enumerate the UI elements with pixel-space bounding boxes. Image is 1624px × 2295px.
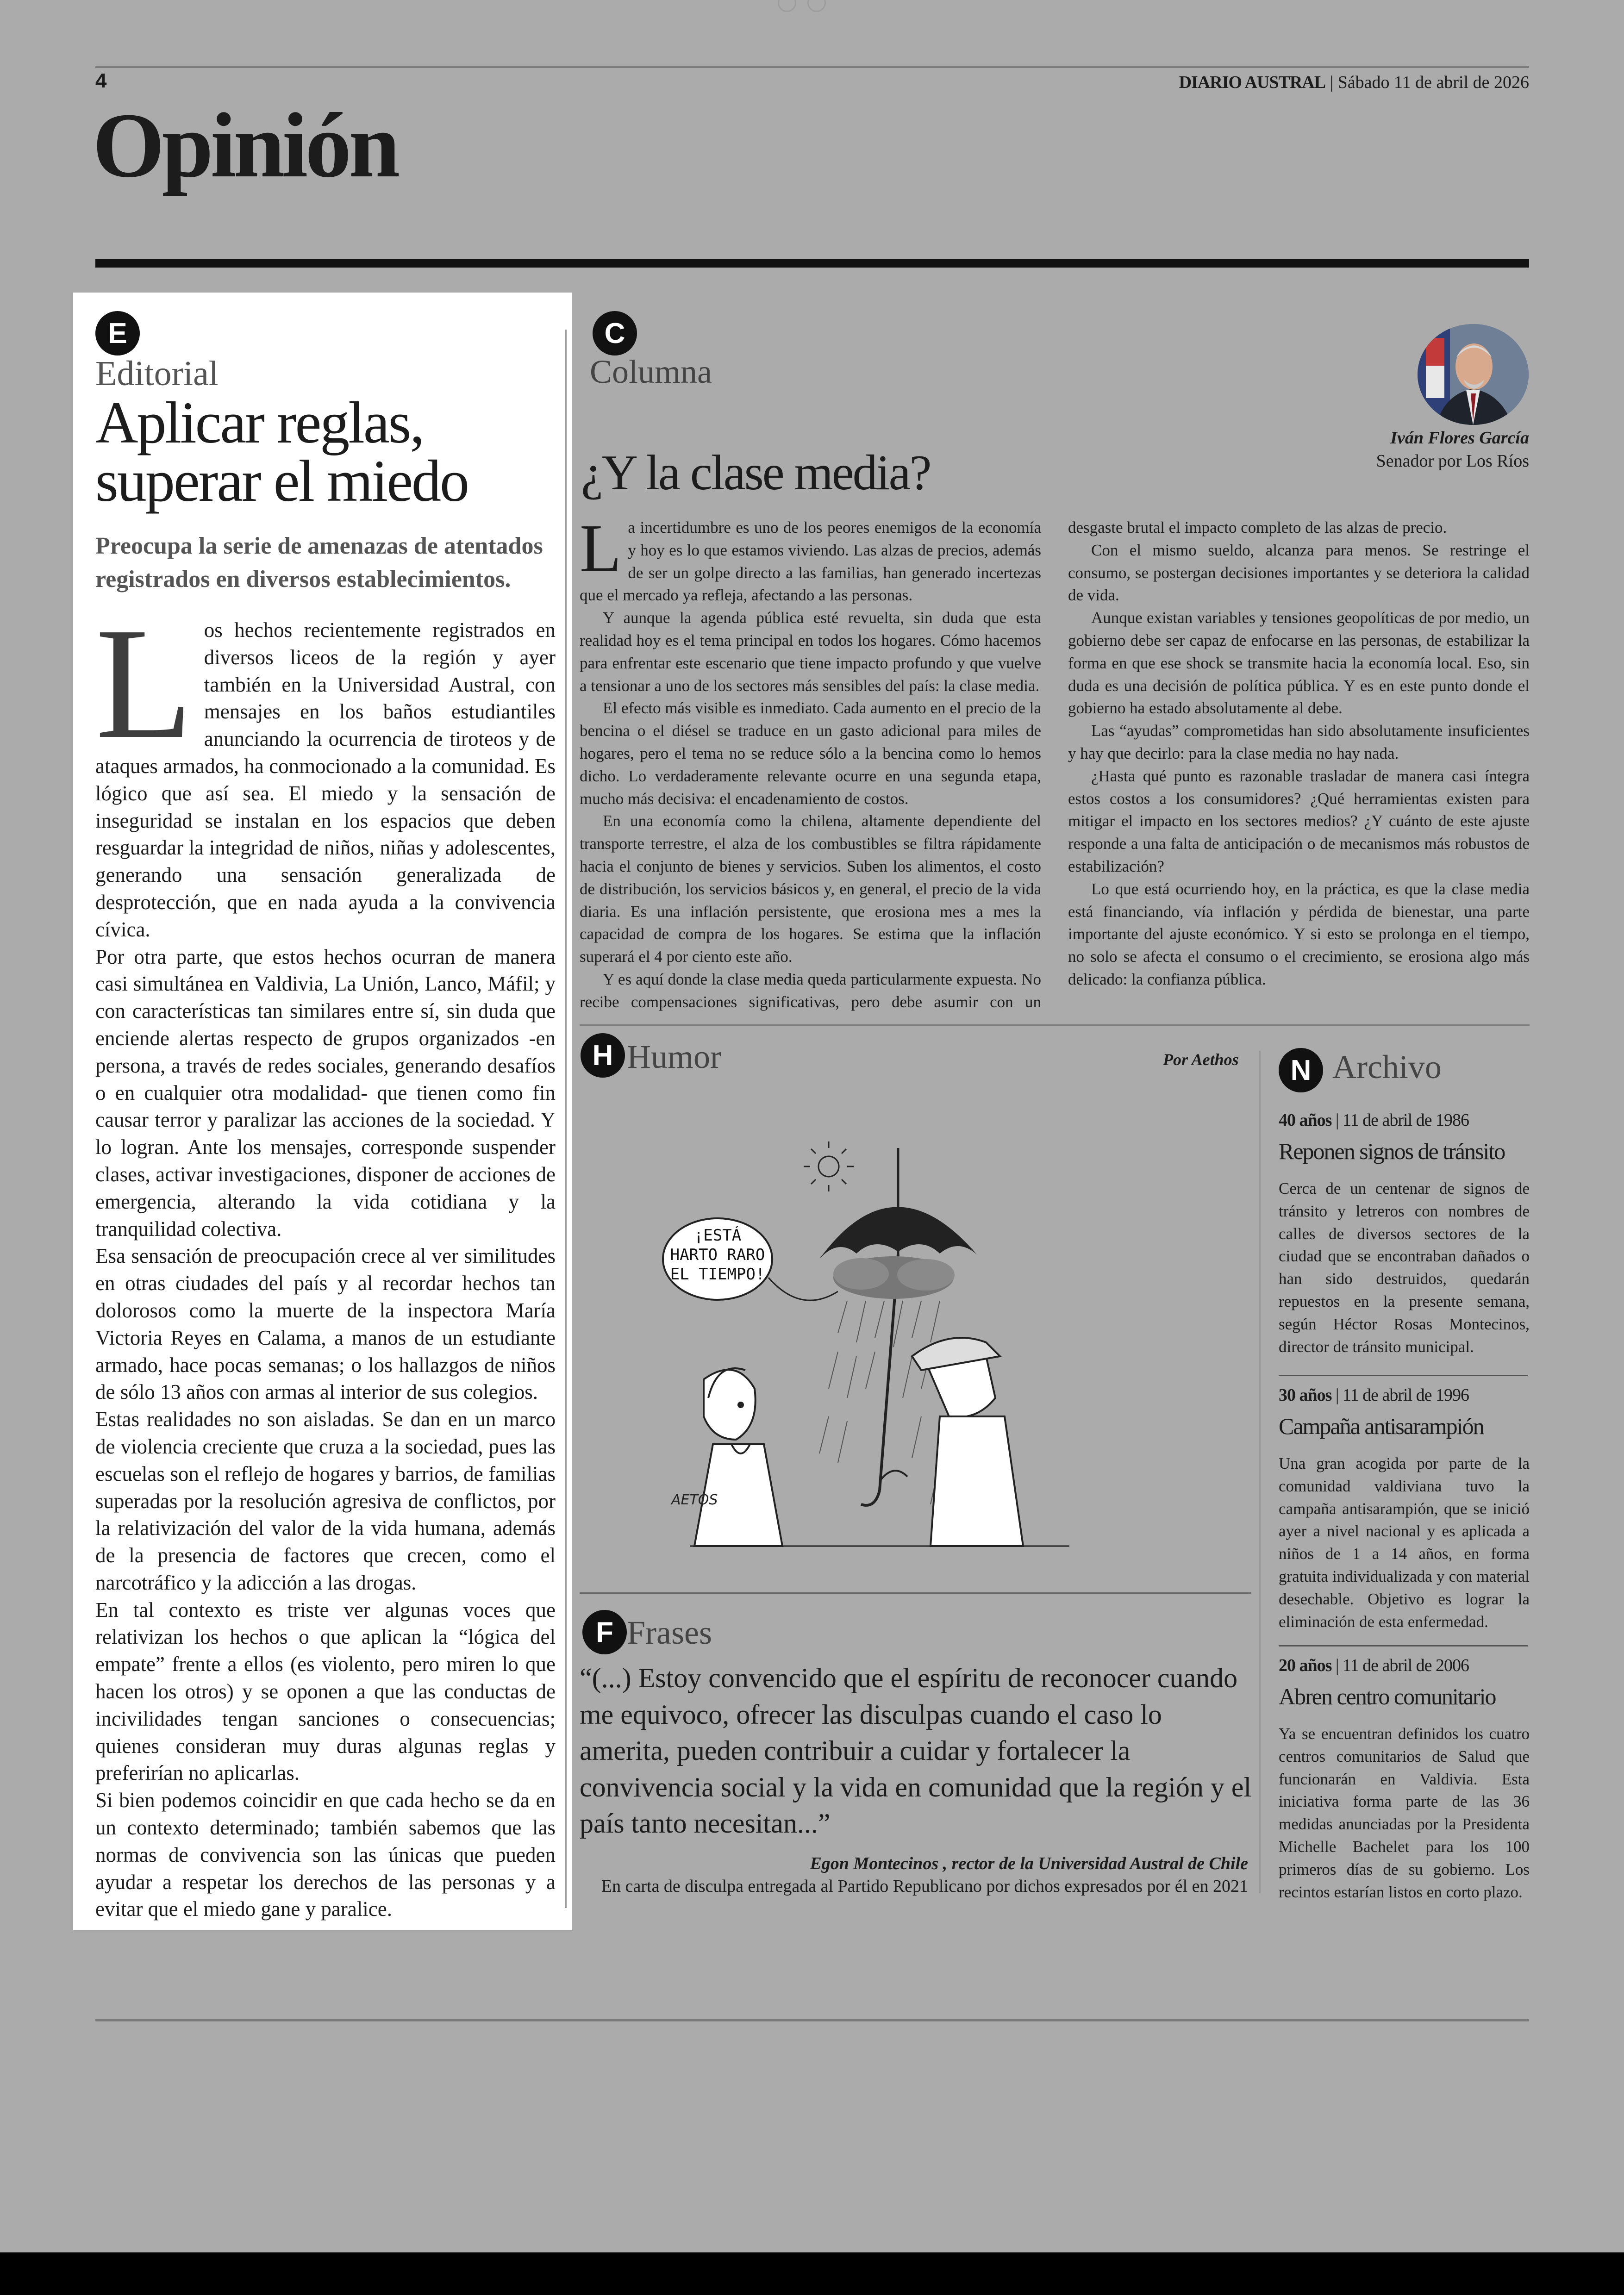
editorial-paragraph: Estas realidades no son aisladas. Se dan en un marco de violencia creciente que cruza a la sociedad, pues las escuelas son el reflejo de hogares y barrios, de familias superadas por la resolución agresiva de conflictos, por la relativización del valor de la vida humana, además de la presencia de factores que crecen, como el narcotráfico y la adicción a las drogas.: [95, 1408, 556, 1594]
archive-text: Una gran acogida por parte de la comunidad valdiviana tuvo la campaña antisarampión, que se inició ayer a nivel nacional y es aplicada a niños de 1 a 14 años, en forma gratuita individualizada y con material desechable. Objetivo es lograr la eliminación de esta enfermedad.: [1279, 1454, 1530, 1631]
humor-cartoon: [662, 1139, 1134, 1555]
masthead: DIARIO AUSTRAL | Sábado 11 de abril de 2026: [1179, 73, 1529, 92]
humor-badge: H: [581, 1033, 625, 1078]
archive-text: Cerca de un centenar de signos de tránsito y letreros con nombres de calles de diversos sectores de la ciudad que se encontraban dañados o han sido destruidos, quedarán repuestos en la presente semana, según Héctor Rosas Montecinos, director de tránsito municipal.: [1279, 1179, 1530, 1356]
humor-label: Humor: [627, 1038, 721, 1075]
archive-text: Ya se encuentran definidos los cuatro centros comunitarios de Salud que funcionarán en Valdivia. Esta iniciativa forma parte de las 36 medidas anunciadas por la Presidenta Michelle Bachelet para los 100 primeros días de su gobierno. Los recintos estarían listos en corto plazo.: [1279, 1725, 1530, 1901]
archive-title: Campaña antisarampión: [1279, 1413, 1484, 1439]
frases-author: Egon Montecinos , rector de la Universidad Austral de Chile: [810, 1854, 1248, 1873]
humor-credit: Por Aethos: [1163, 1050, 1239, 1069]
editorial-paragraph: Si bien podemos coincidir en que cada hecho se da en un contexto determinado; también sabemos que las normas de convivencia son las únicas que pueden ayudar a respetar los derechos de las personas y a evitar que el miedo gane y paralice.: [95, 1789, 556, 1921]
archive-years: 40 años: [1279, 1110, 1332, 1130]
frases-quote: “(...) Estoy convencido que el espíritu de reconocer cuando me equivoco, ofrecer las disculpas cuando el caso lo amerita, pueden contribuir a cuidar y fortalecer la convivencia social y la vida en comunidad que la región y el país tanto necesitan...”: [580, 1663, 1252, 1839]
archive-rule: [1279, 1375, 1528, 1376]
editorial-paragraph: Los hechos recientemente registrados en diversos liceos de la región y ayer también en la Universidad Austral, con mensajes en los baños estudiantiles anunciando la ocurrencia de tiroteos y de ataques armados, ha conmocionado a la comunidad. Es lógico que así sea. El miedo y la sensación de inseguridad se instalan en los espacios que deben resguardar la integridad de niños, niñas y adolescentes, generando una sensación generalizada de desprotección, que en nada ayuda a la convivencia cívica.: [95, 595, 556, 941]
section-rule: [95, 259, 1529, 268]
editorial-drop-cap: L: [95, 595, 193, 772]
speech-line: ¡ESTÁ: [693, 1226, 742, 1245]
column-label: Columna: [590, 353, 712, 390]
editorial-paragraph: Esa sensación de preocupación crece al ver similitudes en otras ciudades del país y al recordar hechos tan dolorosos como la muerte de la inspectora María Victoria Reyes en Calama, a manos de un estudiante armado, hace pocas semanas; o los hallazgos de niños de sólo 13 años con armas al interior de sus colegios.: [95, 1244, 556, 1404]
frases-label: Frases: [627, 1614, 712, 1651]
archivo-label: Archivo: [1332, 1048, 1442, 1085]
rain-cloud-icon: [833, 1256, 955, 1299]
author-portrait-icon: [1418, 324, 1529, 425]
archive-rule: [1279, 1645, 1528, 1646]
column-title: ¿Y la clase media?: [581, 445, 931, 500]
editorial-label: Editorial: [95, 354, 219, 393]
speech-line: EL TIEMPO!: [670, 1265, 765, 1284]
column-paragraph: Lo que está ocurriendo hoy, en la práctica, es que la clase media está financiando, vía inflación y pérdida de bienestar, una parte importante del ajuste económico. Y si esto se prolonga en el tiempo, no solo se afecta el consumo o el crecimiento, se erosiona algo más delicado: la confianza pública.: [1068, 879, 1530, 988]
frases-badge: F: [582, 1610, 627, 1654]
issue-date: Sábado 11 de abril de 2026: [1337, 73, 1529, 92]
archive-date: 11 de abril de 2006: [1343, 1656, 1469, 1675]
column-badge: C: [593, 311, 637, 355]
editorial-paragraph: En tal contexto es triste ver algunas voces que relativizan los hechos o que aplican la “lógica del empate” frente a ellos (es violento, pero miren lo que hacen los otros) y se oponen a que las conductas de incivilidades tengan sanciones o consecuencias; quienes consideran muy duras algunas reglas y preferirían no aplicarlas.: [95, 1598, 556, 1785]
archive-title: Reponen signos de tránsito: [1279, 1138, 1505, 1164]
column-paragraph: Aunque existan variables y tensiones geopolíticas de por medio, un gobierno debe ser capaz de enfocarse en las personas, de estabilizar la forma en que ese shock se transmite hacia la economía local. Eso, sin duda es una decisión de política pública. Y es en este punto donde el gobierno ha estado absolutamente al debe.: [1068, 609, 1530, 717]
next-page-icon[interactable]: [807, 0, 826, 12]
column-paragraph: ¿Hasta qué punto es razonable trasladar de manera casi íntegra estos costos a los consumidores? ¿Qué herramientas existen para mitigar el impacto en los sectores medios? ¿Y cuánto de este ajuste responde a una falta de anticipación o de mecanismos más robustos de estabilización?: [1068, 767, 1530, 875]
editorial-box: [73, 293, 572, 1930]
author-photo: [1418, 324, 1529, 425]
section-title: Opinión: [93, 94, 398, 197]
author-role: Senador por Los Ríos: [1376, 451, 1529, 471]
editorial-title: Aplicar reglas, superar el miedo: [95, 390, 468, 514]
sun-icon: [804, 1141, 854, 1191]
prev-page-icon[interactable]: [778, 0, 796, 12]
archive-entry: 40 años | 11 de abril de 1986 Reponen signos de tránsito Cerca de un centenar de signos de tránsito y letreros con nombres de calles de diversos sectores de la ciudad que se encontraban dañados o han sido destruidos, quedarán repuestos en la presente semana, según Héctor Rosas Montecinos, director de tránsito municipal.: [1279, 1110, 1530, 1358]
frases-context: En carta de disculpa entregada al Partido Republicano por dichos expresados por él en 2021: [601, 1877, 1248, 1896]
page-number: 4: [95, 69, 107, 92]
bottom-rule: [95, 2019, 1529, 2021]
top-rule: [95, 66, 1529, 68]
column-paragraph: En una economía como la chilena, altamente dependiente del transporte terrestre, el alza de los combustibles se filtra rápidamente hacia el conjunto de bienes y servicios. Suben los alimentos, el costo de distribución, los servicios básicos y, en general, el precio de la vida diaria. Es una inflación persistente, que erosiona mes a mes la capacidad de compra de los hogares. Se estima que la inflación superará el 4 por ciento este año.: [580, 812, 1041, 966]
mid-rule: [580, 1024, 1530, 1026]
editorial-lead: Preocupa la serie de amenazas de atentados registrados en diversos establecimientos.: [95, 533, 543, 592]
person-left-icon: [694, 1368, 782, 1546]
column-drop-cap: L: [580, 511, 622, 586]
cartoon-signature: AETOS: [671, 1492, 718, 1508]
archive-date: 11 de abril de 1986: [1343, 1110, 1469, 1130]
archive-years: 20 años: [1279, 1656, 1332, 1675]
column-paragraph: Y es aquí donde la clase media queda particularmente expuesta. No recibe compensaciones significativas, pero debe asumir con un desgaste brutal el impacto completo de las alzas de precio.: [580, 518, 1447, 1011]
archive-entry: 30 años | 11 de abril de 1996 Campaña antisarampión Una gran acogida por parte de la comunidad valdiviana tuvo la campaña antisarampión, que se inició ayer a nivel nacional y es aplicada a niños de 1 a 14 años, en forma gratuita individualizada y con material desechable. Objetivo es lograr la eliminación de esta enfermedad.: [1279, 1385, 1530, 1633]
column-body: [580, 511, 1530, 1014]
newspaper-name: DIARIO AUSTRAL: [1179, 73, 1326, 92]
column-paragraph: El efecto más visible es inmediato. Cada aumento en el precio de la bencina o el diésel se traduce en un gasto adicional para miles de hogares, pero el tema no se reduce sólo a la bencina como lo hemos dicho. Lo verdaderamente relevante ocurre en una segunda etapa, mucho más decisiva: el encadenamiento de costos.: [580, 699, 1041, 808]
author-name: Iván Flores García: [1390, 428, 1529, 448]
footer-band: [0, 2252, 1624, 2295]
speech-line: HARTO RARO: [670, 1246, 765, 1264]
column-paragraph: Y aunque la agenda pública esté revuelta, sin duda que esta realidad hoy es el tema principal en todos los hogares. Cómo hacemos para enfrentar este escenario que tiene impacto profundo y que vuelve a tensionar a uno de los sectores más sensibles del país: la clase media.: [580, 609, 1041, 695]
archivo-badge: N: [1279, 1048, 1323, 1092]
editorial-body: [95, 595, 556, 1923]
column-paragraph: Con el mismo sueldo, alcanza para menos. Se restringe el consumo, se postergan decisiones importantes y se deteriora la calidad de vida.: [1068, 541, 1530, 605]
archive-date: 11 de abril de 1996: [1343, 1385, 1469, 1405]
archive-years: 30 años: [1279, 1385, 1332, 1405]
archive-entry: 20 años | 11 de abril de 2006 Abren centro comunitario Ya se encuentran definidos los cuatro centros comunitarios de Salud que funcionarán en Valdivia. Esta iniciativa forma parte de las 36 medidas anunciadas por la Presidenta Michelle Bachelet para los 100 primeros días de su gobierno. Los recintos estarían listos en corto plazo.: [1279, 1655, 1530, 1903]
archive-title: Abren centro comunitario: [1279, 1684, 1496, 1709]
column-paragraph: Las “ayudas” comprometidas han sido absolutamente insuficientes y hay que decirlo: para la clase media no hay nada.: [1068, 722, 1530, 762]
editorial-paragraph: Por otra parte, que estos hechos ocurran de manera casi simultánea en Valdivia, La Unión, Lanco, Máfil; y con características tan similares entre sí, sin duda que enciende alertas respecto de grupos organizados -en persona, a través de redes sociales, generando desafíos o en cualquier otra modalidad- que tienen como fin causar terror y paralizar las acciones de la sociedad. Y lo logran. Ante los mensajes, corresponde suspender clases, activar investigaciones, disponer de acciones de emergencia, alterando la vida cotidiana y la tranquilidad colectiva.: [95, 945, 556, 1241]
archive-divider: [1259, 1051, 1261, 1893]
column-divider: [565, 330, 567, 1908]
editorial-badge: E: [95, 311, 140, 355]
person-right-icon: [880, 1338, 1023, 1546]
page-nav-icons[interactable]: [778, 0, 843, 12]
humor-rule: [580, 1592, 1251, 1594]
column-paragraph: La incertidumbre es uno de los peores enemigos de la economía y hoy es lo que estamos viviendo. Las alzas de precios, además de ser un golpe directo a las familias, han generado incertezas que el mercado ya refleja, afectando a las personas.: [580, 511, 1041, 605]
